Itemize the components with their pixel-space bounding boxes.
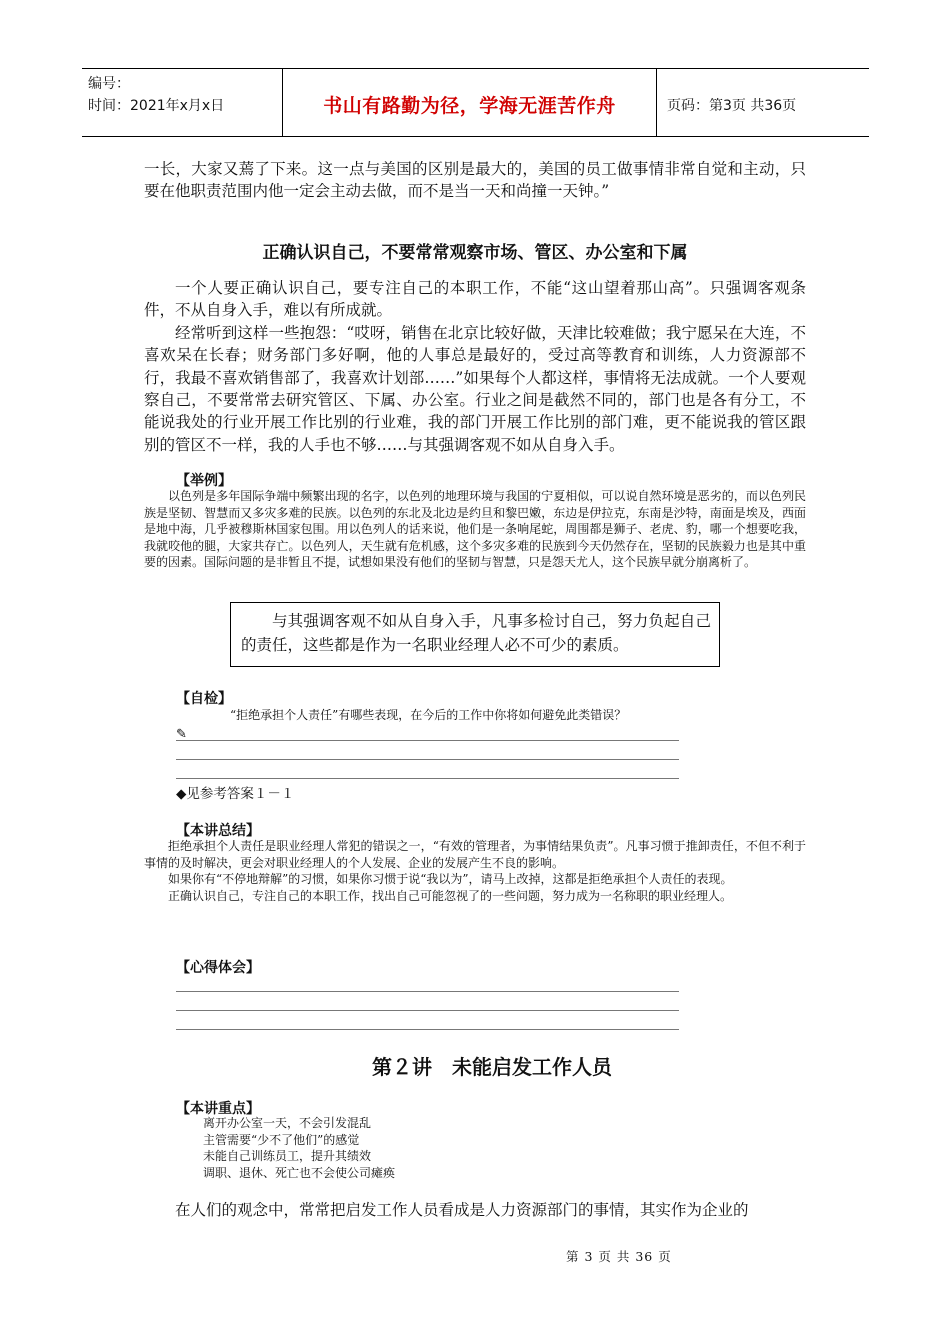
summary-paragraph-1: 拒绝承担个人责任是职业经理人常犯的错误之一，“有效的管理者，为事情结果负责”。凡事习惯于推卸责任，不但不利于事情的及时解决，更会对职业经理人的个人发展、企业的发展产生不良的影响。 (144, 839, 806, 870)
header-motto-cell (283, 69, 657, 136)
reflection-label: 【心得体会】 (176, 960, 260, 976)
key-points-label: 【本讲重点】 (176, 1101, 260, 1117)
answer-reference: ◆见参考答案１－１ (176, 786, 295, 802)
key-points-list (203, 1115, 395, 1181)
callout-text: 与其强调客观不如从自身入手，凡事多检讨自己，努力负起自己的责任，这些都是作为一名职业经理人必不可少的素质。 (241, 612, 711, 654)
key-point: 主管需要“少不了他们”的感觉 (203, 1132, 360, 1147)
self-check-label: 【自检】 (176, 691, 232, 707)
intro-text: 一长，大家又蔫了下来。这一点与美国的区别是最大的，美国的员工做事情非常自觉和主动，只要在他职责范围内他一定会主动去做，而不是当一天和尚撞一天钟。” (144, 160, 806, 201)
summary-label: 【本讲总结】 (176, 823, 260, 839)
section-paragraph-1: 一个人要正确认识自己，要专注自己的本职工作，不能“这山望着那山高”。只强调客观条件，不从自身入手，难以有所成就。 (144, 279, 806, 320)
key-point: 未能自己训练员工，提升其绩效 (203, 1149, 372, 1164)
reflection-line-3 (176, 1029, 679, 1030)
page-footer: 第 3 页 共 36 页 (566, 1249, 672, 1264)
motto: 书山有路勤为径，学海无涯苦作舟 (323, 95, 616, 117)
self-check-question: “拒绝承担个人责任”有哪些表现，在今后的工作中你将如何避免此类错误？ (230, 708, 627, 722)
reflection-line-2 (176, 1010, 679, 1011)
section-paragraph-2: 经常听到这样一些抱怨：“哎呀，销售在北京比较好做，天津比较难做；我宁愿呆在大连，不喜欢呆在长春；财务部门多好啊，他的人事总是最好的，受过高等教育和训练，人力资源部不行，我最不喜欢销售部了，我喜欢计划部……”如果每个人都这样，事情将无法成就。一个人要观察自己，不要常常去研究管区、下属、办公室。行业之间是截然不同的，部门也是各有分工，不能说我处的行业开展工作比别的行业难，我的部门开展工作比别的部门难，更不能说我的管区跟别的管区不一样，我的人手也不够……与其强调客观不如从自身入手。 (144, 323, 806, 454)
lesson-opening (144, 1199, 806, 1221)
answer-line-1 (176, 740, 679, 741)
page-info: 页码：第3页 共36页 (667, 98, 797, 114)
document-number: 编号： (88, 76, 130, 92)
section-body (144, 277, 806, 456)
summary-paragraph-2: 如果你有“不停地辩解”的习惯，如果你习惯于说“我以为”，请马上改掉，这都是拒绝承担个人责任的表现。 (168, 872, 733, 887)
example-label: 【举例】 (176, 473, 232, 489)
section-title: 正确认识自己，不要常常观察市场、管区、办公室和下属 (262, 243, 688, 263)
summary-body (144, 838, 806, 904)
example-text: 以色列是多年国际争端中频繁出现的名字，以色列的地理环境与我国的宁夏相似，可以说自然环境是恶劣的，而以色列民族是坚韧、智慧而又多灾多难的民族。以色列的东北及北边是约旦和黎巴嫩，东边是伊拉克，东南是沙特，南面是埃及，西面是地中海，几乎被穆斯林国家包围。用以色列人的话来说，他们是一条响尾蛇，周围都是狮子、老虎、豹，哪一个想要吃我，我就咬他的腿，大家共存亡。以色列人，天生就有危机感，这个多灾多难的民族到今天仍然存在，坚韧的民族毅力也是其中重要的因素。国际问题的是非暂且不提，试想如果没有他们的坚韧与智慧，只是怨天尤人，这个民族早就分崩离析了。 (144, 489, 806, 570)
header-info-cell (82, 69, 283, 136)
intro-paragraph (144, 158, 806, 203)
document-time: 时间：2021年x月x日 (88, 98, 225, 114)
header-page-cell (657, 69, 869, 136)
key-point: 调职、退休、死亡也不会使公司瘫痪 (203, 1165, 396, 1180)
answer-line-2 (176, 759, 679, 760)
summary-paragraph-3: 正确认识自己，专注自己的本职工作，找出自己可能忽视了的一些问题，努力成为一名称职的职业经理人。 (168, 888, 733, 903)
reflection-line-1 (176, 991, 679, 992)
key-point: 离开办公室一天，不会引发混乱 (203, 1116, 372, 1130)
answer-line-3 (176, 778, 679, 779)
lesson-title: 第２讲 未能启发工作人员 (372, 1055, 612, 1079)
lesson-opening-text: 在人们的观念中，常常把启发工作人员看成是人力资源部门的事情，其实作为企业的 (175, 1201, 749, 1219)
page-header (82, 68, 869, 137)
example-body (144, 488, 806, 571)
pen-icon: ✎ (176, 727, 187, 742)
callout-box (230, 602, 720, 667)
